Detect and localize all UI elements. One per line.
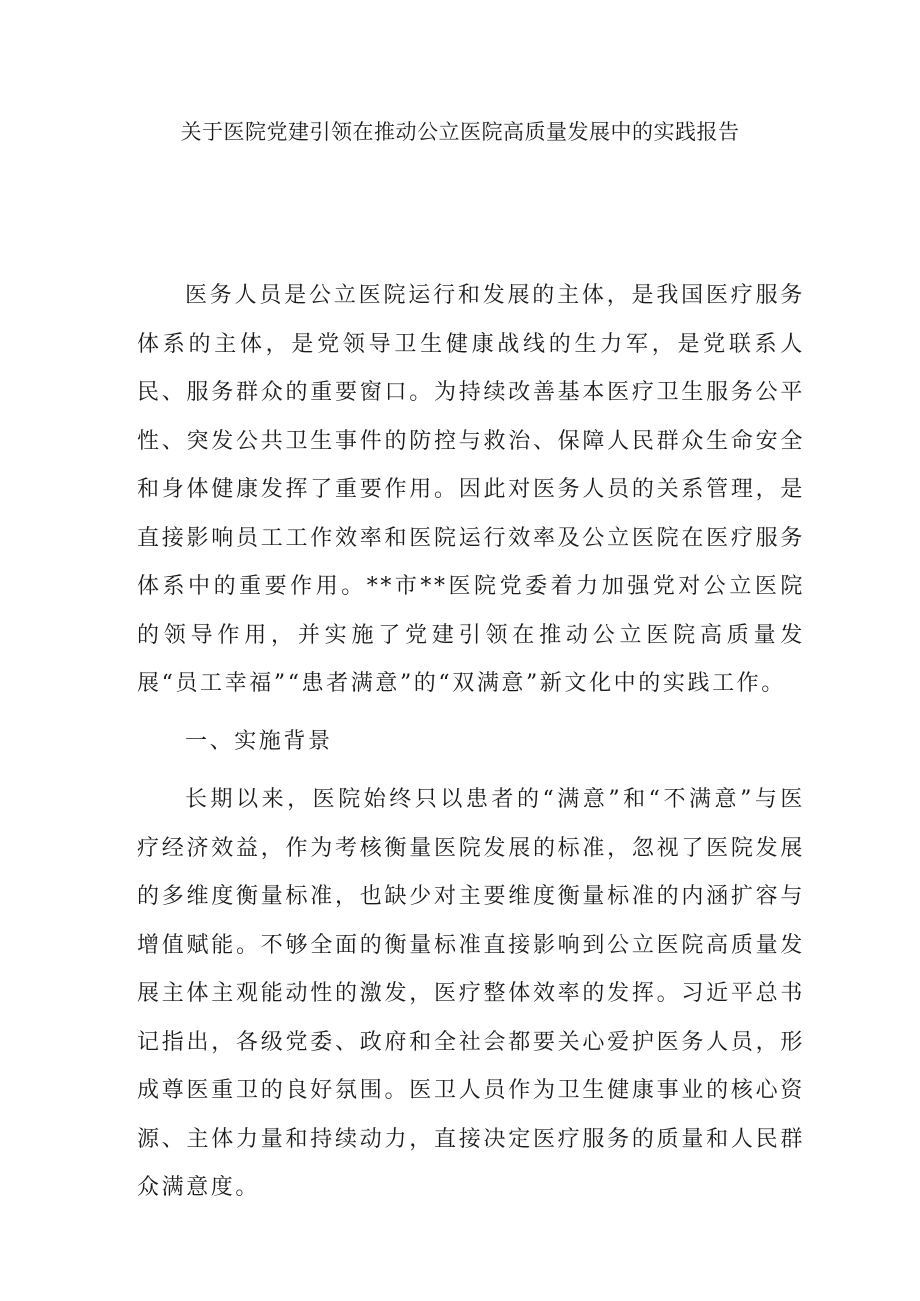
document-title: 关于医院党建引领在推动公立医院高质量发展中的实践报告 xyxy=(180,120,740,144)
section-heading-background: 一、实施背景 xyxy=(185,729,333,754)
paragraph-background: 长期以来，医院始终只以患者的“满意”和“不满意”与医疗经济效益，作为考核衡量医院发展的标准，忽视了医院发展的多维度衡量标准，也缺少对主要维度衡量标准的内涵扩容与增值赋能。不够全面的衡量标准直接影响到公立医院高质量发展主体主观能动性的激发，医疗整体效率的发挥。习近平总书记指出，各级党委、政府和全社会都要关心爱护医务人员，形成尊医重卫的良好氛围。医卫人员作为卫生健康事业的核心资源、主体力量和持续动力，直接决定医疗服务的质量和人民群众满意度。 xyxy=(137,787,805,1200)
paragraph-intro: 医务人员是公立医院运行和发展的主体，是我国医疗服务体系的主体，是党领导卫生健康战线的生力军，是党联系人民、服务群众的重要窗口。为持续改善基本医疗卫生服务公平性、突发公共卫生事件的防控与救治、保障人民群众生命安全和身体健康发挥了重要作用。因此对医务人员的关系管理，是直接影响员工工作效率和医院运行效率及公立医院在医疗服务体系中的重要作用。**市**医院党委着力加强党对公立医院的领导作用，并实施了党建引领在推动公立医院高质量发展“员工幸福”“患者满意”的“双满意”新文化中的实践工作。 xyxy=(137,283,805,696)
